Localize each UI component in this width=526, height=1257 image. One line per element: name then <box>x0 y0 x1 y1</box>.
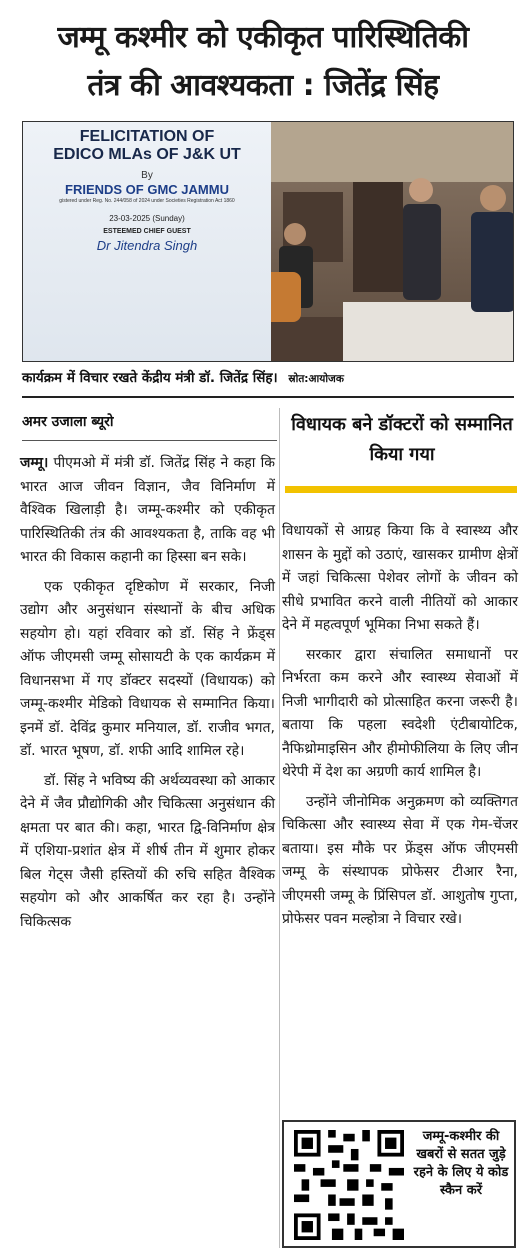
banner-line-4: FRIENDS OF GMC JAMMU <box>65 182 229 197</box>
banner-line-3: By <box>141 170 153 181</box>
qr-promo-box <box>282 1120 516 1248</box>
paragraph-3: डॉ. सिंह ने भविष्य की अर्थव्यवस्था को आकार देने में जैव प्रौद्योगिकी और चिकित्सा अनुसंधान की क्षमता पर बात की। कहा, भारत द्वि-विनिर्माण क्षेत्र में एशिया-प्रशांत क्षेत्र में शीर्ष तीन में शुमार होकर बिल गेट्स जैसी हस्तियों की रुचि सहित वैश्विक सहयोग को और आकर्षित कर रहा है। उन्होंने चिकित्सक <box>20 772 275 930</box>
article-left-column <box>20 452 275 934</box>
paragraph-2: एक एकीकृत दृष्टिकोण में सरकार, निजी उद्योग और अनुसंधान संस्थानों के बीच अधिक सहयोग हो। यहां रविवार को डॉ. सिंह ने फ्रेंड्स ऑफ जीएमसी जम्मू सोसायटी के एक कार्यक्रम में विधानसभा में गए डॉक्टर सदस्यों (विधायक) को जम्मू-कश्मीर मेडिको विधायक से सम्मानित किया। इनमें डॉ. देविंद्र कुमार मनियाल, डॉ. राजीव भगत, डॉ. भारत भूषण, डॉ. शफी आदि शामिल रहे। <box>20 578 275 759</box>
subheadline: विधायक बने डॉक्टरों को सम्मानित किया गया <box>291 414 513 465</box>
headline-line-1: जम्मू कश्मीर को एकीकृत पारिस्थितिकी <box>57 20 469 55</box>
headline <box>10 14 516 110</box>
caption-rule <box>22 396 514 398</box>
qr-promo-text: जम्मू-कश्मीर की खबरों से सतत जुड़े रहने के लिए ये कोड स्कैन करें <box>413 1129 509 1198</box>
photo-caption <box>22 368 514 390</box>
paragraph-5: सरकार द्वारा संचालित समाधानों पर निर्भरता कम करने और स्वास्थ्य सेवाओं में निजी भागीदारी को प्रोत्साहित करना जरूरी है। बताया कि पहला स्वदेशी एंटीबायोटिक, नैफिथ्रोमाइसिन और हीमोफीलिया के लिए जीन थेरेपी में देश का अग्रणी कार्य शामिल है। <box>282 646 518 780</box>
column-divider <box>279 408 280 1248</box>
article-right-column <box>282 520 518 932</box>
caption-source: स्रोत:आयोजक <box>288 373 344 385</box>
banner-line-7: ESTEEMED CHIEF GUEST <box>103 228 191 235</box>
caption-text: कार्यक्रम में विचार रखते केंद्रीय मंत्री डॉ. जितेंद्र सिंह। <box>22 370 278 386</box>
event-banner <box>23 122 271 362</box>
banner-line-1: FELICITATION OF <box>79 128 215 145</box>
byline: अमर उजाला ब्यूरो <box>22 414 114 430</box>
paragraph-6: उन्होंने जीनोमिक अनुक्रमण को व्यक्तिगत चिकित्सा और स्वास्थ्य सेवा में एक गेम-चेंजर बताया। इस मौके पर फ्रेंड्स ऑफ जीएमसी जम्मू के संस्थापक प्रोफेसर टीआर रैना, जीएमसी जम्मू के प्रिंसिपल डॉ. आशुतोष गुप्ता, प्रोफेसर पवन मल्होत्रा ने विचार रखे। <box>282 793 518 927</box>
qr-code-icon[interactable] <box>294 1130 404 1240</box>
paragraph-4: विधायकों से आग्रह किया कि वे स्वास्थ्य और शासन के मुद्दों को उठाएं, खासकर ग्रामीण क्षेत्रों में जहां चिकित्सा पेशेवर लोगों के जीवन को सीधे प्रभावित करने वाली नीतियों को आकार देने में महत्वपूर्ण भूमिका निभा सकते हैं। <box>282 523 518 633</box>
banner-line-5: gistered under Reg. No. 244/058 of 2024 under Societies Registration Act 1860 <box>59 198 235 204</box>
dateline: जम्मू। <box>20 455 49 471</box>
banner-line-6: 23-03-2025 (Sunday) <box>109 214 185 223</box>
paragraph-1 <box>20 452 275 570</box>
accent-bar <box>285 486 517 493</box>
banner-line-8: Dr Jitendra Singh <box>96 238 198 253</box>
byline-rule <box>22 440 277 441</box>
headline-line-2: तंत्र की आवश्यकता : जितेंद्र सिंह <box>87 68 439 103</box>
paragraph-1-text: पीएमओ में मंत्री डॉ. जितेंद्र सिंह ने कहा कि भारत आज जीवन विज्ञान, जैव विनिर्माण में वैश्विक खिलाड़ी है। जम्मू-कश्मीर को एकीकृत पारिस्थितिकी तंत्र की आवश्यकता है, ताकि वह भी भारत की विकास कहानी का हिस्सा बन सके। <box>20 455 275 565</box>
banner-line-2: EDICO MLAs OF J&K UT <box>53 146 241 163</box>
news-photo <box>22 121 514 362</box>
